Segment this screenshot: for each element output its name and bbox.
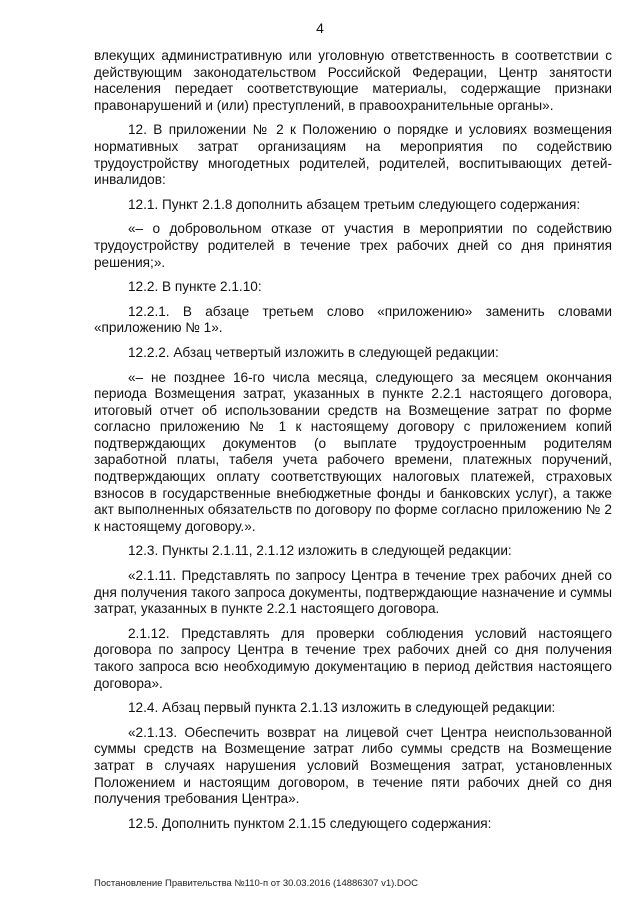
paragraph-item-12-4: 12.4. Абзац первый пункта 2.1.13 изложить в следующей редакции: [128, 700, 556, 716]
paragraph-item-12-1: 12.1. Пункт 2.1.8 дополнить абзацем третьим следующего содержания: [128, 196, 581, 212]
paragraph-continuation: влекущих административную или уголовную ответственность в соответствии с действующим законодательством Российской Федерации, Центр занятости населения передает соответствующие материалы, содержащие признаки правонарушений и (или) преступлений, в правоохранительные органы». [94, 48, 612, 113]
paragraph-item-12-2: 12.2. В пункте 2.1.10: [128, 279, 262, 295]
paragraph-item-12-2-1: 12.2.1. В абзаце третьем слово «приложению» заменить словами «приложению № 1». [94, 303, 612, 336]
document-body [94, 48, 612, 840]
paragraph-quote-2-1-13: «2.1.13. Обеспечить возврат на лицевой счет Центра неиспользованной суммы средств на Возмещение затрат либо суммы средств на Возмещение затрат в случаях нарушения условий Возмещения затрат, установленных Положением и настоящим договором, в течение пяти рабочих дней со дня получения требования Центра». [94, 724, 612, 807]
paragraph-quote-refusal: «– о добровольном отказе от участия в мероприятии по содействию трудоустройству родителей в течение трех рабочих дней со дня принятия решения;». [94, 221, 612, 270]
page-number: 4 [316, 20, 324, 36]
paragraph-quote-2-1-12: 2.1.12. Представлять для проверки соблюдения условий настоящего договора по запросу Центра в течение трех рабочих дней со дня получения такого запроса всю необходимую документацию в период действия настоящего договора». [94, 625, 612, 691]
paragraph-item-12: 12. В приложении № 2 к Положению о порядке и условиях возмещения нормативных затрат организациям на мероприятия по содействию трудоустройству многодетных родителей, родителей, воспитывающих детей-инвалидов: [94, 122, 612, 188]
document-footer: Постановление Правительства №110-п от 30.03.2016 (14886307 v1).DOC [94, 878, 419, 889]
paragraph-quote-report: «– не позднее 16-го числа месяца, следующего за месяцем окончания периода Возмещения затрат, указанных в пункте 2.2.1 настоящего договора, итоговый отчет об использовании средств на Возмещение затрат по форме согласно приложению № 1 к настоящему договору с приложением копий подтверждающих документов (о выплате трудоустроенным родителям заработной платы, табеля учета рабочего времени, платежных поручений, подтверждающих оплату соответствующих налоговых платежей, страховых взносов в государственные внебюджетные фонды и банковских услуг), а также акт выполненных обязательств по договору по форме согласно приложению № 2 к настоящему договору.». [94, 369, 612, 534]
paragraph-item-12-3: 12.3. Пункты 2.1.11, 2.1.12 изложить в следующей редакции: [128, 543, 512, 559]
paragraph-quote-2-1-11: «2.1.11. Представлять по запросу Центра в течение трех рабочих дней со дня получения такого запроса документы, подтверждающие назначение и суммы затрат, указанных в пункте 2.2.1 настоящего договора. [94, 568, 612, 617]
paragraph-item-12-5: 12.5. Дополнить пунктом 2.1.15 следующего содержания: [128, 815, 492, 831]
paragraph-item-12-2-2: 12.2.2. Абзац четвертый изложить в следующей редакции: [128, 344, 499, 360]
